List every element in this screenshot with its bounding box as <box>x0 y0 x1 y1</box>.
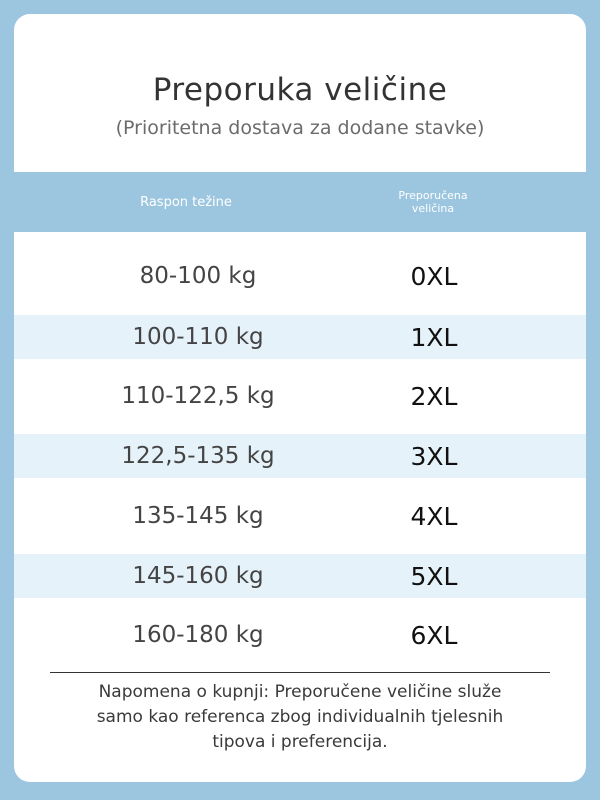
table-row <box>14 374 586 418</box>
purchase-note-line2: samo kao referenca zbog individualnih tjelesnih <box>96 707 504 727</box>
size-chart-card <box>14 14 586 782</box>
page-subtitle: (Prioritetna dostava za dodane stavke) <box>115 117 485 139</box>
purchase-note <box>64 680 536 755</box>
weight-cell: 135-145 kg <box>132 503 264 529</box>
column-header-weight: Raspon težine <box>140 194 232 210</box>
table-row <box>14 494 586 538</box>
weight-cell: 122,5-135 kg <box>121 443 275 469</box>
table-row <box>14 434 586 478</box>
table-row <box>14 554 586 598</box>
weight-cell: 160-180 kg <box>132 622 264 648</box>
column-header-size-line2: veličina <box>411 202 455 215</box>
size-cell: 3XL <box>410 441 458 471</box>
column-header-size <box>378 172 488 232</box>
size-cell: 1XL <box>410 322 458 352</box>
size-cell: 2XL <box>410 381 458 411</box>
size-cell: 4XL <box>410 501 458 531</box>
size-cell: 6XL <box>410 620 458 650</box>
table-row <box>14 613 586 657</box>
note-divider <box>50 672 550 673</box>
purchase-note-line3: tipova i preferencija. <box>212 732 388 752</box>
page-title: Preporuka veličine <box>152 72 448 108</box>
weight-cell: 100-110 kg <box>132 324 264 350</box>
column-header-size-line1: Preporučena <box>398 189 468 202</box>
purchase-note-line1: Napomena o kupnji: Preporučene veličine služe <box>98 682 502 702</box>
weight-cell: 110-122,5 kg <box>121 383 275 409</box>
size-cell: 5XL <box>410 561 458 591</box>
weight-cell: 145-160 kg <box>132 563 264 589</box>
weight-cell: 80-100 kg <box>139 263 257 289</box>
table-row <box>14 315 586 359</box>
size-cell: 0XL <box>410 261 458 291</box>
table-header <box>14 172 586 232</box>
table-row <box>14 254 586 298</box>
